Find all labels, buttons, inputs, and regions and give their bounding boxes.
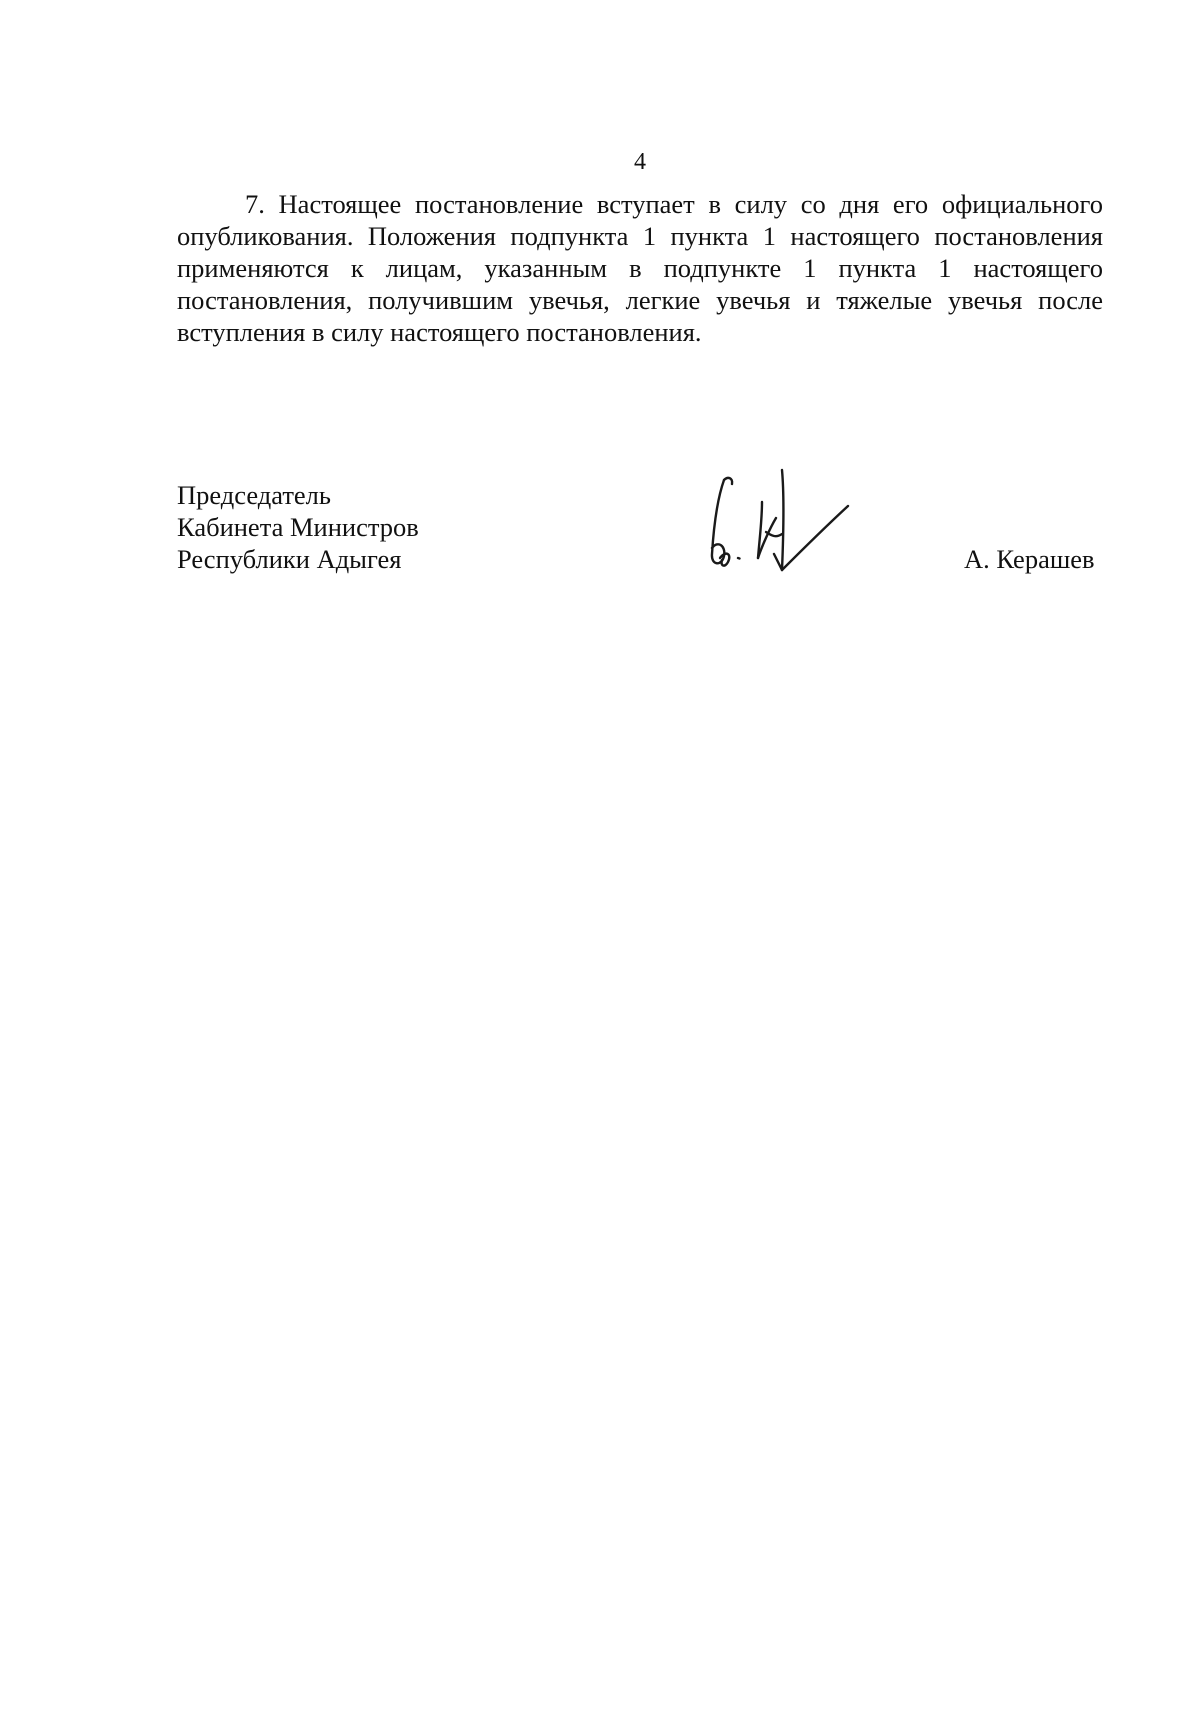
handwritten-signature [700, 462, 860, 577]
signatory-name: А. Керашев [964, 544, 1095, 574]
signatory-title-line-3: Республики Адыгея [177, 544, 402, 574]
page-number: 4 [634, 149, 646, 175]
paragraph-7: 7. Настоящее постановление вступает в силу со дня его официального опубликования. Положения подпункта 1 пункта 1 настоящего постановления применяются к лицам, указанным в подпункте 1 пункта 1 настоящего постановления, получившим увечья, легкие увечья и тяжелые увечья после вступления в силу настоящего постановления. [177, 189, 1103, 347]
signatory-title-line-1: Председатель [177, 480, 331, 510]
signatory-title [177, 479, 419, 575]
signatory-title-line-2: Кабинета Министров [177, 512, 419, 542]
